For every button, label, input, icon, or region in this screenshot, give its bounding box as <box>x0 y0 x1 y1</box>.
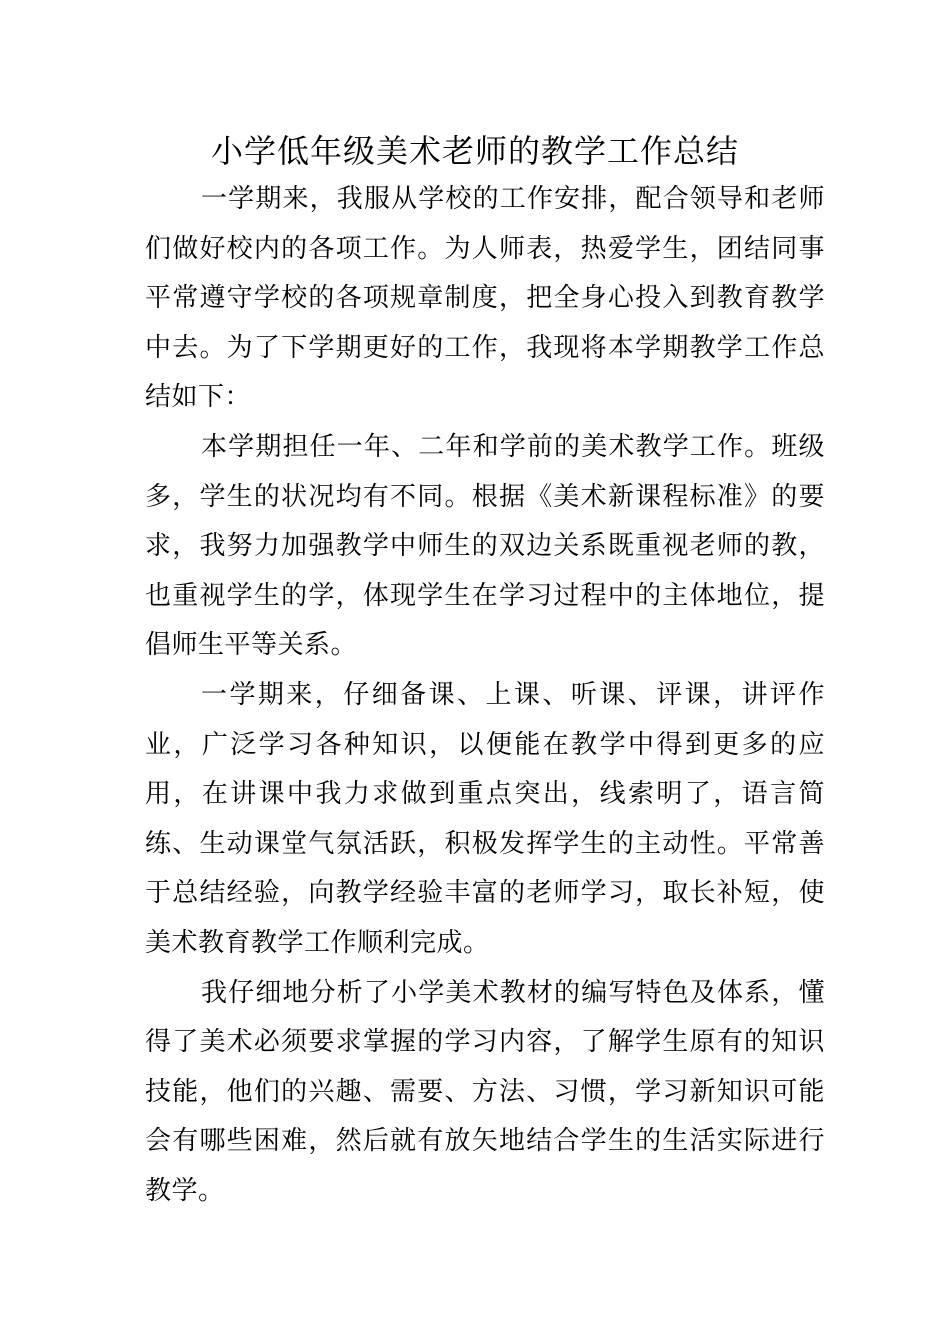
document-title: 小学低年级美术老师的教学工作总结 <box>210 132 739 170</box>
paragraph-2: 本学期担任一年、二年和学前的美术教学工作。班级多，学生的状况均有不同。根据《美术新课程标准》的要求，我努力加强教学中师生的双边关系既重视老师的教，也重视学生的学，体现学生在学习过程中的主体地位，提倡师生平等关系。 <box>145 431 825 661</box>
paragraph-1: 一学期来，我服从学校的工作安排，配合领导和老师们做好校内的各项工作。为人师表，热爱学生，团结同事平常遵守学校的各项规章制度，把全身心投入到教育教学中去。为了下学期更好的工作，我现将本学期教学工作总结如下： <box>145 184 825 413</box>
paragraph-4: 我仔细地分析了小学美术教材的编写特色及体系，懂得了美术必须要求掌握的学习内容，了解学生原有的知识技能，他们的兴趣、需要、方法、习惯，学习新知识可能会有哪些困难，然后就有放矢地结合学生的生活实际进行教学。 <box>145 977 825 1206</box>
document-body <box>145 175 825 1216</box>
paragraph-3: 一学期来，仔细备课、上课、听课、评课，讲评作业，广泛学习各种知识，以便能在教学中得到更多的应用，在讲课中我力求做到重点突出，线索明了，语言简练、生动课堂气氛活跃，积极发挥学生的主动性。平常善于总结经验，向教学经验丰富的老师学习，取长补短，使美术教育教学工作顺利完成。 <box>145 679 825 958</box>
